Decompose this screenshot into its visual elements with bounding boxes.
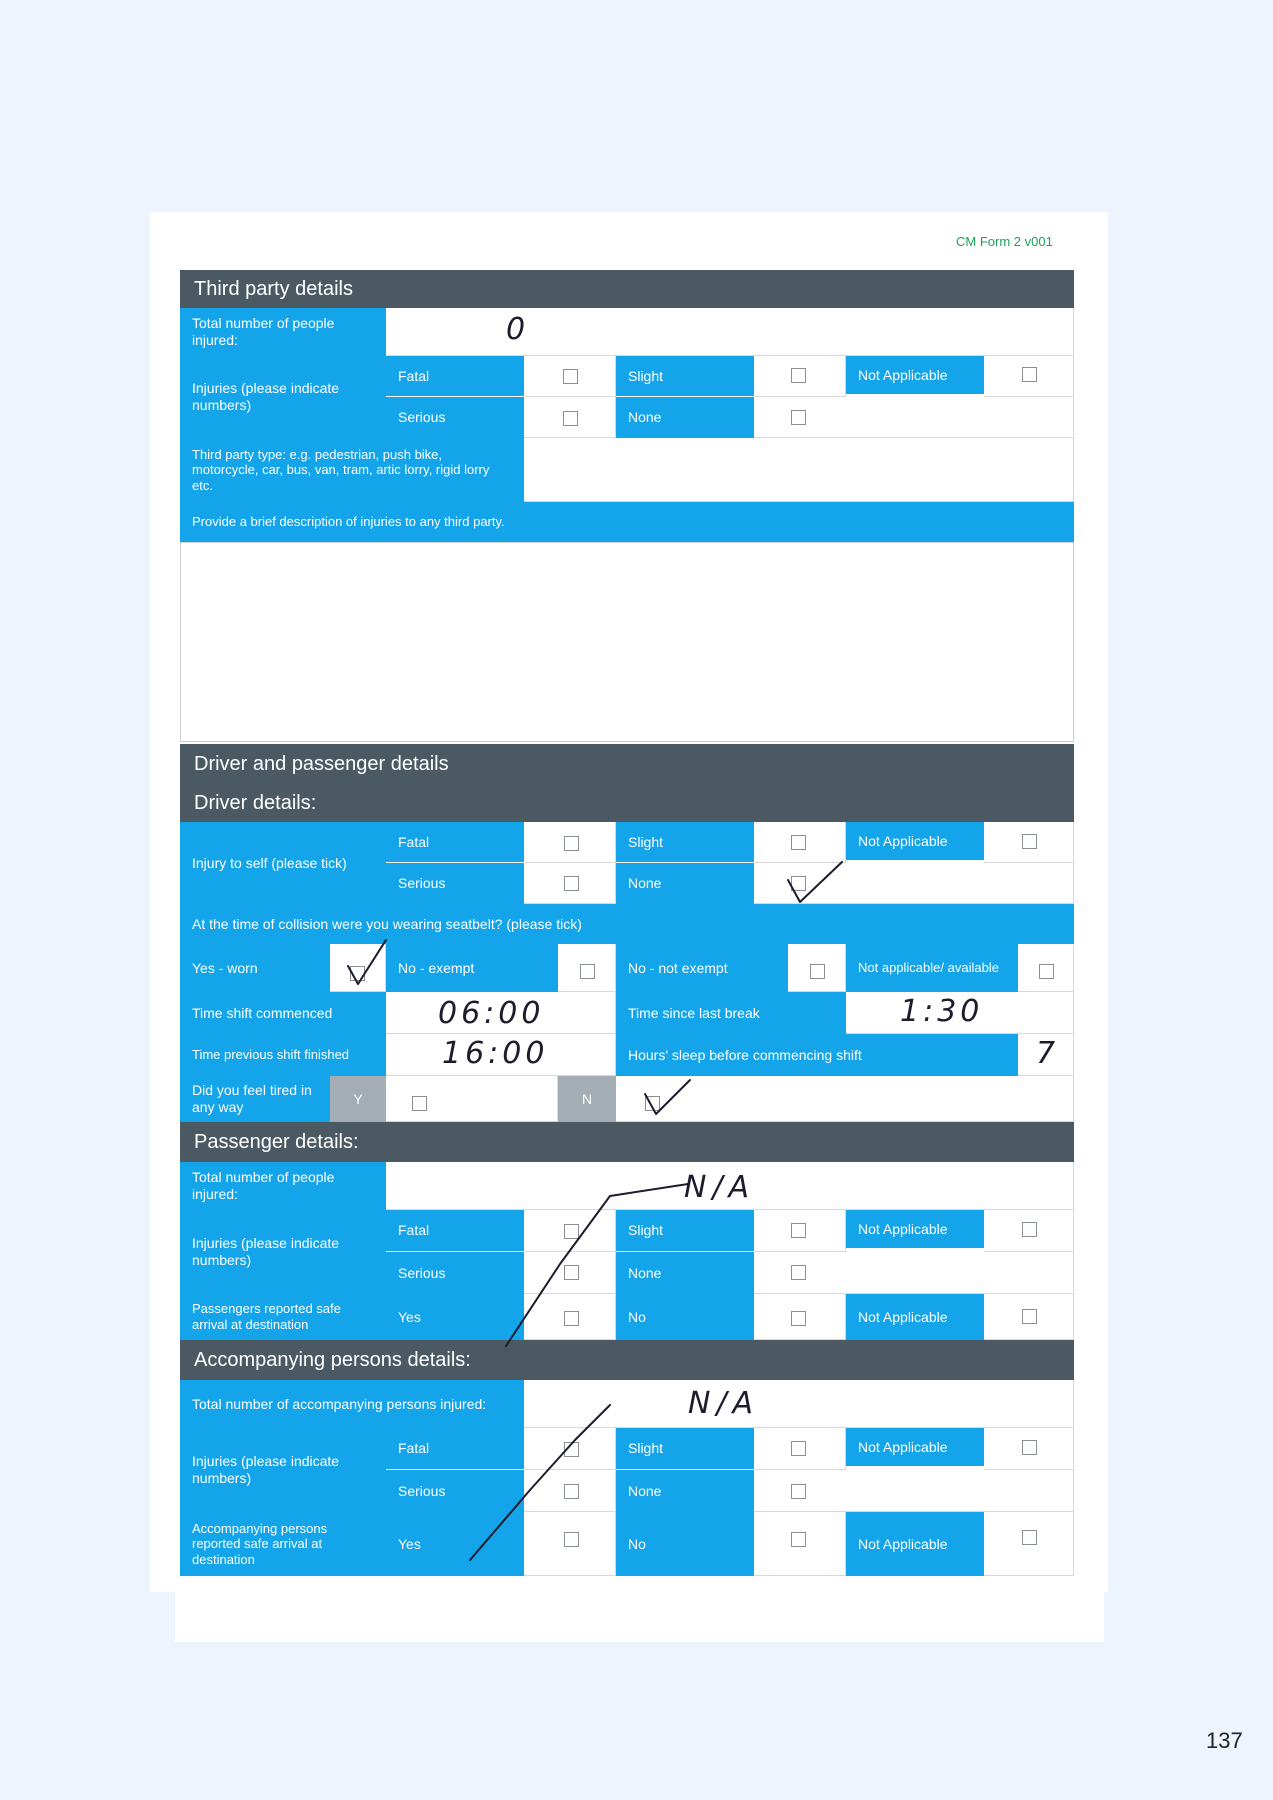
tp-fatal-checkbox[interactable]: [563, 369, 578, 384]
ps-na2-label: Not Applicable: [846, 1294, 984, 1340]
ps-fatal-label: Fatal: [386, 1210, 524, 1252]
shift-commenced-label: Time shift commenced: [180, 992, 386, 1034]
sleep-label: Hours' sleep before commencing shift: [616, 1034, 1018, 1076]
ac-na2-checkbox[interactable]: [1022, 1530, 1037, 1545]
ac-no-label: No: [616, 1512, 754, 1576]
ps-fatal-checkbox[interactable]: [564, 1224, 579, 1239]
ac-safe-label: Accompanying persons reported safe arrival at destination: [180, 1512, 386, 1576]
ps-na-checkbox[interactable]: [1022, 1222, 1037, 1237]
sleep-value: 7: [1036, 1036, 1056, 1071]
tp-total-injured-field[interactable]: [386, 308, 1074, 356]
driver-passenger-title: Driver and passenger details: [180, 744, 1074, 784]
ac-na2-label: Not Applicable: [846, 1512, 984, 1576]
tp-none-label: None: [616, 397, 754, 438]
ps-na2-checkbox[interactable]: [1022, 1309, 1037, 1324]
dr-none-label: None: [616, 863, 754, 904]
tp-slight-checkbox[interactable]: [791, 368, 806, 383]
ac-slight-checkbox[interactable]: [791, 1441, 806, 1456]
form-sheet-edge: [175, 1592, 1104, 1642]
tired-n-checkbox[interactable]: [645, 1096, 660, 1111]
no-not-exempt-label: No - not exempt: [616, 944, 788, 992]
dr-serious-checkbox[interactable]: [564, 876, 579, 891]
na-available-checkbox[interactable]: [1039, 964, 1054, 979]
tp-type-field[interactable]: [524, 438, 1074, 502]
dr-slight-checkbox[interactable]: [791, 835, 806, 850]
tired-y-checkbox[interactable]: [412, 1096, 427, 1111]
driver-details-title: Driver details:: [180, 784, 1074, 822]
ac-na-checkbox[interactable]: [1022, 1440, 1037, 1455]
tp-type-label: Third party type: e.g. pedestrian, push bike, motorcycle, car, bus, van, tram, artic lorry, rigid lorry etc.: [180, 438, 524, 502]
ps-no-label: No: [616, 1294, 754, 1340]
third-party-title: Third party details: [180, 270, 1074, 308]
tp-serious-label: Serious: [386, 397, 524, 438]
ps-na-label: Not Applicable: [846, 1210, 984, 1248]
prev-shift-label: Time previous shift finished: [180, 1034, 386, 1076]
ac-fatal-checkbox[interactable]: [564, 1442, 579, 1457]
ac-total-field[interactable]: [524, 1380, 1074, 1428]
tired-label: Did you feel tired in any way: [180, 1076, 330, 1122]
accompanying-title: Accompanying persons details:: [180, 1340, 1074, 1380]
ps-handwritten-na: N/A: [684, 1170, 756, 1205]
shift-commenced-value: 06:00: [438, 996, 545, 1031]
form-code: CM Form 2 v001: [956, 234, 1053, 249]
ac-yes-label: Yes: [386, 1512, 524, 1576]
seatbelt-question: At the time of collision were you wearing seatbelt? (please tick): [180, 904, 1074, 944]
ps-none-label: None: [616, 1252, 754, 1294]
ps-none-checkbox[interactable]: [791, 1265, 806, 1280]
ac-serious-label: Serious: [386, 1470, 524, 1512]
passenger-title: Passenger details:: [180, 1122, 1074, 1162]
tp-description-field[interactable]: [180, 542, 1074, 742]
ac-fatal-label: Fatal: [386, 1428, 524, 1470]
ac-serious-checkbox[interactable]: [564, 1484, 579, 1499]
since-break-value: 1:30: [900, 994, 984, 1029]
no-exempt-checkbox[interactable]: [580, 964, 595, 979]
tp-total-injured-label: Total number of people injured:: [180, 308, 386, 356]
since-break-label: Time since last break: [616, 992, 846, 1034]
dr-serious-label: Serious: [386, 863, 524, 904]
dr-na-checkbox[interactable]: [1022, 834, 1037, 849]
ps-serious-checkbox[interactable]: [564, 1265, 579, 1280]
page-number: 137: [1206, 1728, 1243, 1753]
ps-slight-checkbox[interactable]: [791, 1223, 806, 1238]
yes-worn-checkbox[interactable]: [350, 966, 365, 981]
prev-shift-value: 16:00: [442, 1036, 549, 1071]
ac-total-label: Total number of accompanying persons injured:: [180, 1380, 524, 1428]
tp-na-checkbox[interactable]: [1022, 367, 1037, 382]
no-not-exempt-checkbox[interactable]: [810, 964, 825, 979]
ac-injuries-label: Injuries (please indicate numbers): [180, 1428, 386, 1512]
tp-serious-checkbox[interactable]: [563, 411, 578, 426]
dr-fatal-label: Fatal: [386, 822, 524, 863]
ac-no-checkbox[interactable]: [791, 1532, 806, 1547]
ps-injuries-label: Injuries (please indicate numbers): [180, 1210, 386, 1294]
ac-none-checkbox[interactable]: [791, 1484, 806, 1499]
ps-yes-label: Yes: [386, 1294, 524, 1340]
dr-na-label: Not Applicable: [846, 822, 984, 860]
dr-slight-label: Slight: [616, 822, 754, 863]
ps-yes-checkbox[interactable]: [564, 1311, 579, 1326]
ac-yes-checkbox[interactable]: [564, 1532, 579, 1547]
ac-slight-label: Slight: [616, 1428, 754, 1470]
tp-fatal-label: Fatal: [386, 356, 524, 397]
tp-na-label: Not Applicable: [846, 356, 984, 394]
dr-fatal-checkbox[interactable]: [564, 836, 579, 851]
ac-handwritten-na: N/A: [688, 1386, 760, 1421]
no-exempt-label: No - exempt: [386, 944, 558, 992]
tired-n-cell: [616, 1076, 1074, 1122]
na-available-label: Not applicable/ available: [846, 944, 1018, 992]
tp-slight-label: Slight: [616, 356, 754, 397]
tp-total-injured-value: 0: [506, 312, 526, 347]
ps-safe-label: Passengers reported safe arrival at destination: [180, 1294, 386, 1340]
tp-injuries-label: Injuries (please indicate numbers): [180, 356, 386, 438]
dr-none-checkbox[interactable]: [791, 876, 806, 891]
ps-slight-label: Slight: [616, 1210, 754, 1252]
tired-n-label: N: [558, 1076, 616, 1122]
tired-y-label: Y: [330, 1076, 386, 1122]
injury-self-label: Injury to self (please tick): [180, 822, 386, 904]
ac-none-label: None: [616, 1470, 754, 1512]
tp-none-checkbox[interactable]: [791, 410, 806, 425]
ps-serious-label: Serious: [386, 1252, 524, 1294]
ps-total-injured-label: Total number of people injured:: [180, 1162, 386, 1210]
yes-worn-label: Yes - worn: [180, 944, 330, 992]
ac-na-label: Not Applicable: [846, 1428, 984, 1466]
tp-description-label: Provide a brief description of injuries to any third party.: [180, 502, 1074, 542]
ps-no-checkbox[interactable]: [791, 1311, 806, 1326]
